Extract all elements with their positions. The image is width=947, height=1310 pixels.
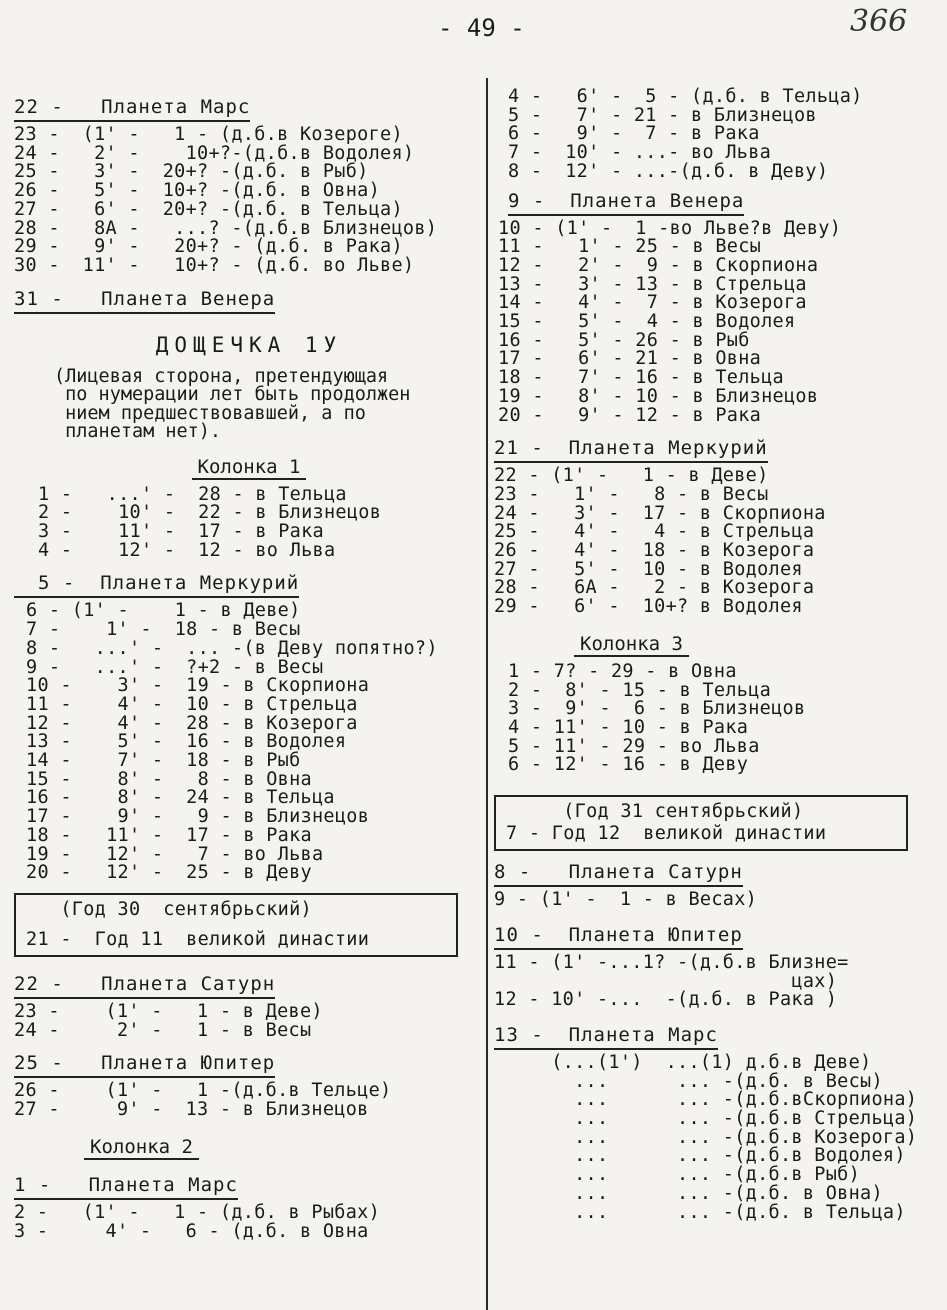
note bbox=[14, 365, 484, 443]
list-item: 26 - 4' - 18 - в Козерога bbox=[494, 540, 815, 562]
list-item: 7 - 10' - ...- во Льва bbox=[508, 142, 772, 164]
list-item: 1 - ...' - 28 - в Тельца bbox=[38, 483, 347, 505]
list-item: 27 - 5' - 10 - в Водолея bbox=[494, 558, 803, 580]
year-box-line: (Год 31 сентябрьский) bbox=[506, 801, 804, 823]
left-column bbox=[14, 88, 484, 1241]
list-item: ... ... -(д.б. в Тельца) bbox=[494, 1201, 906, 1223]
list-item: 24 - 2' - 1 - в Весы bbox=[14, 1019, 312, 1041]
list-item: ... ... -(д.б.в Стрельца) bbox=[494, 1108, 918, 1130]
jupiter-heading: 25 - Планета Юпитер bbox=[14, 1050, 275, 1078]
mars-heading: 13 - Планета Марс bbox=[494, 1022, 718, 1050]
mercury-heading: 5 - Планета Меркурий bbox=[14, 570, 299, 598]
column3-list bbox=[494, 660, 944, 776]
list-item: 15 - 5' - 4 - в Водолея bbox=[498, 311, 796, 333]
list-item: 13 - 5' - 16 - в Водолея bbox=[26, 731, 347, 753]
right-column bbox=[494, 88, 944, 1222]
mars2-list bbox=[14, 1201, 484, 1242]
list-item: 30 - 11' - 10+? - (д.б. во Льве) bbox=[14, 254, 415, 276]
list-item: 2 - (1' - 1 - (д.б. в Рыбах) bbox=[14, 1201, 381, 1223]
list-item: (...(1') ...(1) д.б.в Деве) bbox=[494, 1051, 872, 1073]
column1-list bbox=[14, 483, 484, 561]
list-item: 22 - (1' - 1 - в Деве) bbox=[494, 465, 769, 487]
list-item: 18 - 11' - 17 - в Рака bbox=[26, 824, 312, 846]
list-item: 17 - 9' - 9 - в Близнецов bbox=[26, 806, 370, 828]
saturn-heading: 22 - Планета Сатурн bbox=[14, 971, 275, 999]
year-box-line: 7 - Год 12 великой династии bbox=[506, 823, 827, 845]
list-item: 4 - 6' - 5 - (д.б. в Тельца) bbox=[508, 86, 863, 107]
saturn-heading: 8 - Планета Сатурн bbox=[494, 859, 743, 887]
list-item: цах) bbox=[494, 970, 838, 992]
year-box bbox=[494, 795, 908, 851]
list-item: 6 - 12' - 16 - в Деву bbox=[508, 754, 749, 776]
list-item: 6 - 9' - 7 - в Рака bbox=[508, 123, 760, 145]
mars2-heading: 1 - Планета Марс bbox=[14, 1172, 238, 1200]
list-item: 10 - (1' - 1 -во Льве?в Деву) bbox=[498, 217, 842, 239]
list-item: 11 - 4' - 10 - в Стрельца bbox=[26, 693, 358, 715]
continuation-list bbox=[494, 88, 944, 182]
list-item: 5 - 7' - 21 - в Близнецов bbox=[508, 104, 817, 126]
list-item: 19 - 12' - 7 - во Льва bbox=[26, 843, 324, 865]
list-item: 10 - 3' - 19 - в Скорпиона bbox=[26, 675, 370, 697]
mars-list bbox=[14, 126, 484, 276]
list-item: 4 - 11' - 10 - в Рака bbox=[508, 716, 749, 738]
mercury-list bbox=[14, 602, 484, 883]
list-item: 9 - (1' - 1 - в Весах) bbox=[494, 889, 758, 911]
list-item: 24 - 2' - 10+?-(д.б.в Водолея) bbox=[14, 142, 415, 164]
handwritten-page-number: 366 bbox=[850, 4, 908, 39]
list-item: 19 - 8' - 10 - в Близнецов bbox=[498, 385, 819, 407]
note-line: планетам нет). bbox=[54, 421, 222, 443]
saturn-list bbox=[494, 891, 944, 910]
note-line: (Лицевая сторона, претендующая bbox=[54, 365, 389, 387]
mercury-heading: 21 - Планета Меркурий bbox=[494, 435, 768, 463]
column1-heading bbox=[14, 454, 484, 480]
note-line: нием предшествовавшей, а по bbox=[54, 402, 366, 424]
column2-heading bbox=[14, 1134, 484, 1160]
list-item: 23 - (1' - 1 - в Деве) bbox=[14, 1000, 323, 1022]
venus-heading: 31 - Планета Венера bbox=[14, 286, 275, 314]
list-item: 5 - 11' - 29 - во Льва bbox=[508, 735, 760, 757]
list-item: 28 - 6А - 2 - в Козерога bbox=[494, 577, 815, 599]
list-item: 2 - 8' - 15 - в Тельца bbox=[508, 679, 772, 701]
year-box bbox=[14, 893, 458, 957]
list-item: 27 - 6' - 20+? -(д.б. в Тельца) bbox=[14, 198, 403, 220]
list-item: 25 - 3' - 20+? -(д.б. в Рыб) bbox=[14, 161, 369, 183]
column3-heading bbox=[494, 631, 944, 657]
list-item: 7 - 1' - 18 - в Весы bbox=[26, 619, 301, 641]
list-item: 16 - 5' - 26 - в Рыб bbox=[498, 329, 750, 351]
list-item: 14 - 4' - 7 - в Козерога bbox=[498, 292, 807, 314]
list-item: 20 - 12' - 25 - в Деву bbox=[26, 862, 312, 884]
mercury-list bbox=[494, 467, 944, 617]
list-item: 12 - 2' - 9 - в Скорпиона bbox=[498, 254, 819, 276]
board-title: ДОЩЕЧКА 1У bbox=[155, 332, 343, 357]
list-item: 13 - 3' - 13 - в Стрельца bbox=[498, 273, 807, 295]
list-item: 18 - 7' - 16 - в Тельца bbox=[498, 367, 784, 389]
list-item: 27 - 9' - 13 - в Близнецов bbox=[14, 1099, 369, 1121]
list-item: 11 - 1' - 25 - в Весы bbox=[498, 236, 762, 258]
list-item: 26 - (1' - 1 -(д.б.в Тельце) bbox=[14, 1080, 392, 1102]
column3-heading-text: Колонка 3 bbox=[574, 633, 689, 657]
list-item: 11 - (1' -...1? -(д.б.в Близне= bbox=[494, 951, 849, 973]
jupiter-list bbox=[14, 1082, 484, 1119]
year-box-line: 21 - Год 11 великой династии bbox=[26, 928, 370, 950]
list-item: 3 - 4' - 6 - (д.б. в Овна bbox=[14, 1220, 369, 1242]
list-item: 3 - 9' - 6 - в Близнецов bbox=[508, 698, 806, 720]
list-item: ... ... -(д.б.в Водолея) bbox=[494, 1145, 906, 1167]
list-item: 1 - 7? - 29 - в Овна bbox=[508, 660, 737, 682]
list-item: ... ... -(д.б.в Козерога) bbox=[494, 1126, 918, 1148]
list-item: 20 - 9' - 12 - в Рака bbox=[498, 404, 762, 426]
list-item: 4 - 12' - 12 - во Льва bbox=[38, 539, 336, 561]
column-divider bbox=[486, 78, 488, 1310]
list-item: 28 - 8А - ...? -(д.б.в Близнецов) bbox=[14, 217, 438, 239]
list-item: ... ... -(д.б.в Рыб) bbox=[494, 1164, 861, 1186]
mars-heading: 22 - Планета Марс bbox=[14, 94, 250, 122]
list-item: 29 - 6' - 10+? в Водолея bbox=[494, 596, 803, 618]
year-box-line: (Год 30 сентябрьский) bbox=[26, 898, 312, 920]
column1-heading-text: Колонка 1 bbox=[192, 456, 307, 480]
list-item: 16 - 8' - 24 - в Тельца bbox=[26, 787, 335, 809]
jupiter-list bbox=[494, 951, 944, 1011]
venus-list bbox=[494, 217, 944, 426]
list-item: 8 - ...' - ... -(в Деву попятно?) bbox=[26, 637, 438, 659]
list-item: ... ... -(д.б. в Овна) bbox=[494, 1182, 883, 1204]
list-item: 3 - 11' - 17 - в Рака bbox=[38, 521, 324, 543]
list-item: 8 - 12' - ...-(д.б. в Деву) bbox=[508, 160, 829, 182]
saturn-list bbox=[14, 1000, 484, 1041]
page-number: - 49 - bbox=[438, 14, 525, 42]
list-item: 26 - 5' - 10+? -(д.б. в Овна) bbox=[14, 180, 381, 202]
list-item: ... ... -(д.б. в Весы) bbox=[494, 1070, 883, 1092]
list-item: 17 - 6' - 21 - в Овна bbox=[498, 348, 762, 370]
list-item: 24 - 3' - 17 - в Скорпиона bbox=[494, 502, 826, 524]
venus-heading: 9 - Планета Венера bbox=[508, 188, 744, 216]
list-item: 12 - 4' - 28 - в Козерога bbox=[26, 712, 358, 734]
list-item: 2 - 10' - 22 - в Близнецов bbox=[38, 502, 382, 524]
column2-heading-text: Колонка 2 bbox=[84, 1136, 199, 1160]
list-item: 6 - (1' - 1 - в Деве) bbox=[26, 600, 301, 622]
list-item: 23 - (1' - 1 - (д.б.в Козероге) bbox=[14, 124, 403, 145]
list-item: 9 - ...' - ?+2 - в Весы bbox=[26, 656, 324, 678]
jupiter-heading: 10 - Планета Юпитер bbox=[494, 922, 743, 950]
note-line: по нумерации лет быть продолжен bbox=[54, 384, 411, 406]
list-item: 25 - 4' - 4 - в Стрельца bbox=[494, 521, 815, 543]
list-item: 29 - 9' - 20+? - (д.б. в Рака) bbox=[14, 236, 403, 258]
list-item: 12 - 10' -... -(д.б. в Рака ) bbox=[494, 989, 838, 1011]
list-item: ... ... -(д.б.вСкорпиона) bbox=[494, 1089, 918, 1111]
list-item: 23 - 1' - 8 - в Весы bbox=[494, 483, 769, 505]
list-item: 15 - 8' - 8 - в Овна bbox=[26, 768, 312, 790]
mars-list bbox=[494, 1051, 944, 1223]
list-item: 14 - 7' - 18 - в Рыб bbox=[26, 750, 301, 772]
